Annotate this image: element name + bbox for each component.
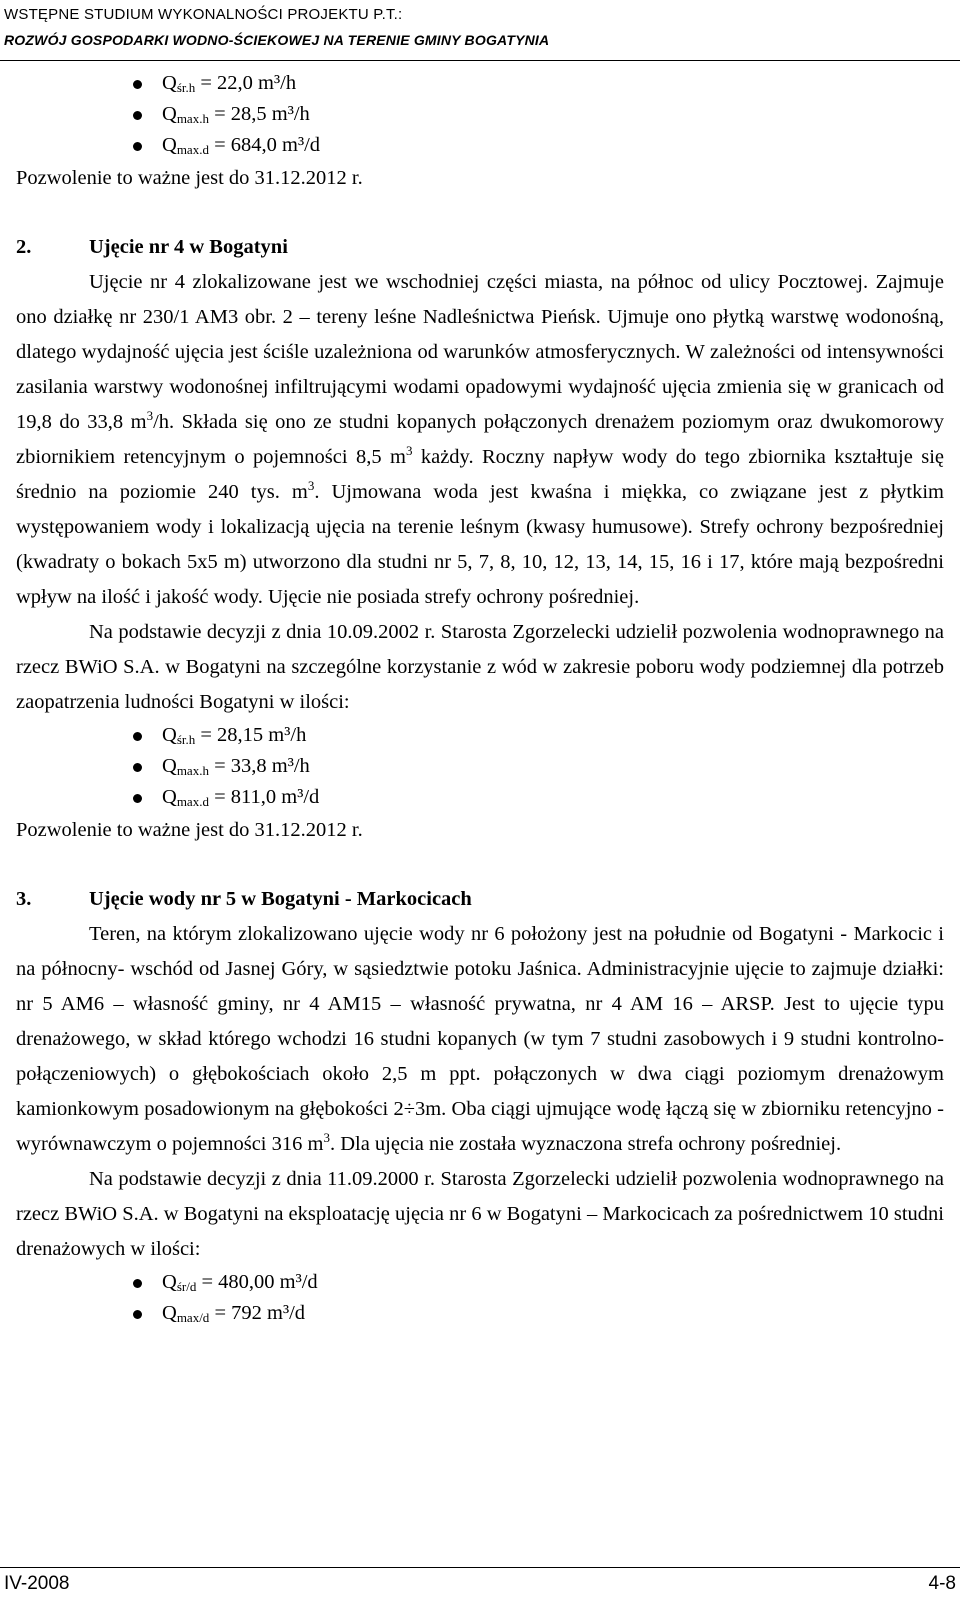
section-2-paragraph-1: Ujęcie nr 4 zlokalizowane jest we wschodniej części miasta, na północ od ulicy Pocztowej. Zajmuje ono działkę nr 230/1 AM3 obr. 2 – tereny leśne Nadleśnictwa Pieńsk. Ujmuje ono płytką warstwę wodonośną, dlatego wydajność ujęcia jest ściśle uzależniona od warunków atmosferycznych. W zależności od intensywności zasilania warstwy wodonośnej infiltrującymi wodami opadowymi wydajność ujęcia zmienia się w granicach od 19,8 do 33,8 $m^3/h$. Składa się ono ze studni kopanych połączonych drenażem poziomym oraz dwukomorowy zbiornikiem retencyjnym o pojemności 8,5 $m^3$ każdy. Roczny napływ wody do tego zbiornika kształtuje się średnio na poziomie 240 tys. $m^3$. Ujmowana woda jest kwaśna i miękka, co związane jest z płytkim występowaniem wody i lokalizacją ujęcia na terenie leśnym (kwasy humusowe). Strefy ochrony bezpośredniej (kwadraty o bokach 5x5 m) utworzono dla studni nr 5, 7, 8, 10, 12, 13, 14, 15, 16 i 17, które mają bezpośredni wpływ na ilość i jakość wody. Ujęcie nie posiada strefy ochrony pośredniej. xyxy=(16,271,944,608)
permit-validity-2: Pozwolenie to ważne jest do 31.12.2012 r. xyxy=(16,819,363,841)
permit-validity-1: Pozwolenie to ważne jest do 31.12.2012 r. xyxy=(16,167,363,189)
section-heading-2 xyxy=(16,230,944,265)
header-study-title: WSTĘPNE STUDIUM WYKONALNOŚCI PROJEKTU P.T.: xyxy=(4,6,403,23)
list-item: $Q_{max.d} = 684,0$ m³/d xyxy=(162,130,944,161)
section-heading-3 xyxy=(16,882,944,917)
document-body xyxy=(16,68,944,1329)
flow-list-1 xyxy=(16,68,944,161)
section-3-paragraph-2: Na podstawie decyzji z dnia 11.09.2000 r. Starosta Zgorzelecki udzielił pozwolenia wodnoprawnego na rzecz BWiO S.A. w Bogatyni na eksploatację ujęcia nr 6 w Bogatyni – Markocicach za pośrednictwem 10 studni drenażowych w ilości: xyxy=(16,1168,944,1260)
section-title: Ujęcie nr 4 w Bogatyni xyxy=(89,236,288,258)
list-item: $Q_{śr/d} = 480,00$ m³/d xyxy=(162,1267,944,1298)
page-number: 4-8 xyxy=(928,1573,956,1594)
section-number: 2. xyxy=(16,236,32,258)
section-number: 3. xyxy=(16,888,32,910)
page-footer xyxy=(0,1567,960,1602)
list-item: $Q_{max/d} = 792$ m³/d xyxy=(162,1298,944,1329)
flow-list-3 xyxy=(16,1267,944,1329)
section-2-paragraph-2: Na podstawie decyzji z dnia 10.09.2002 r. Starosta Zgorzelecki udzielił pozwolenia wodnoprawnego na rzecz BWiO S.A. w Bogatyni na szczególne korzystanie z wód w zakresie poboru wody podziemnej dla potrzeb zaopatrzenia ludności Bogatyni w ilości: xyxy=(16,621,944,713)
footer-date: IV-2008 xyxy=(4,1573,70,1594)
list-item: $Q_{śr.h} = 28,15$ m³/h xyxy=(162,720,944,751)
header-project-title: ROZWÓJ GOSPODARKI WODNO-ŚCIEKOWEJ NA TERENIE GMINY BOGATYNIA xyxy=(4,32,550,48)
list-item: $Q_{max.h} = 28,5$ m³/h xyxy=(162,99,944,130)
list-item: $Q_{max.h} = 33,8$ m³/h xyxy=(162,751,944,782)
section-3-paragraph-1: Teren, na którym zlokalizowano ujęcie wody nr 6 położony jest na południe od Bogatyni - Markocic i na północny- wschód od Jasnej Góry, w sąsiedztwie potoku Jaśnica. Administracyjnie ujęcie to zajmuje działki: nr 5 AM6 – własność gminy, nr 4 AM15 – własność prywatna, nr 4 AM 16 – ARSP. Jest to ujęcie typu drenażowego, w skład którego wchodzi 16 studni kopanych (w tym 7 studni zasobowych i 9 studni kontrolno-połączeniowych) o głębokościach około 2,5 m ppt. połączonych w dwa ciągi poziomym drenażowym kamionkowym posadowionym na głębokości 2÷3m. Oba ciągi ujmujące wodę łączą się w zbiorniku retencyjno - wyrównawczym o pojemności 316 $m^3$. Dla ujęcia nie została wyznaczona strefa ochrony pośredniej. xyxy=(16,923,944,1155)
section-title: Ujęcie wody nr 5 w Bogatyni - Markocicach xyxy=(89,888,472,910)
flow-list-2 xyxy=(16,720,944,813)
list-item: $Q_{śr.h} = 22,0$ m³/h xyxy=(162,68,944,99)
page-header xyxy=(0,0,960,61)
list-item: $Q_{max.d} = 811,0$ m³/d xyxy=(162,782,944,813)
